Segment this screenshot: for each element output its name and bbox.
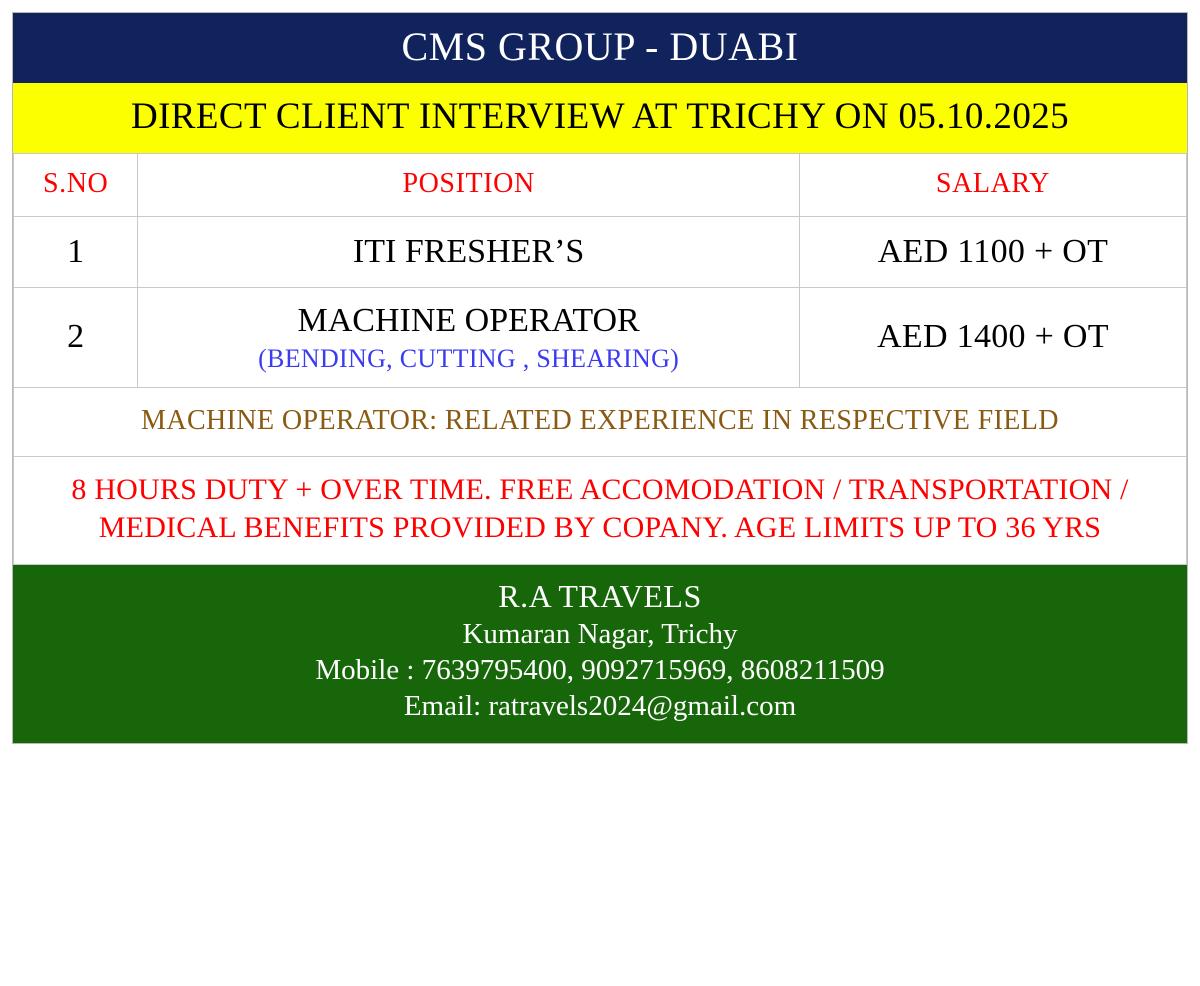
terms-note: 8 HOURS DUTY + OVER TIME. FREE ACCOMODATION / TRANSPORTATION / MEDICAL BENEFITS PROVIDED BY COPANY. AGE LIMITS UP TO 36 YRS [14,457,1187,565]
row-position-title: MACHINE OPERATOR [297,301,640,339]
company-title: CMS GROUP - DUABI [13,13,1187,83]
table-row [14,216,1187,287]
agency-name: R.A TRAVELS [498,578,702,614]
row-position-subtitle: (BENDING, CUTTING , SHEARING) [258,343,680,373]
table-row [14,287,1187,387]
row-position [138,287,800,387]
experience-note-row [14,387,1187,456]
job-advertisement-poster [12,12,1188,744]
agency-email[interactable]: Email: ratravels2024@gmail.com [403,689,797,722]
agency-address: Kumaran Nagar, Trichy [462,617,738,650]
column-header-position: POSITION [138,153,800,216]
row-salary: AED 1100 + OT [799,216,1186,287]
row-sno: 1 [14,216,138,287]
positions-table [13,153,1187,565]
experience-note: MACHINE OPERATOR: RELATED EXPERIENCE IN RESPECTIVE FIELD [14,387,1187,456]
row-position-title: ITI FRESHER’S [352,232,585,270]
row-sno: 2 [14,287,138,387]
column-header-sno: S.NO [14,153,138,216]
event-banner: DIRECT CLIENT INTERVIEW AT TRICHY ON 05.10.2025 [13,83,1187,153]
table-header-row [14,153,1187,216]
row-salary: AED 1400 + OT [799,287,1186,387]
terms-note-row [14,457,1187,565]
row-position [138,216,800,287]
column-header-salary: SALARY [799,153,1186,216]
agency-mobile[interactable]: Mobile : 7639795400, 9092715969, 8608211509 [315,653,885,686]
contact-footer [13,565,1187,743]
